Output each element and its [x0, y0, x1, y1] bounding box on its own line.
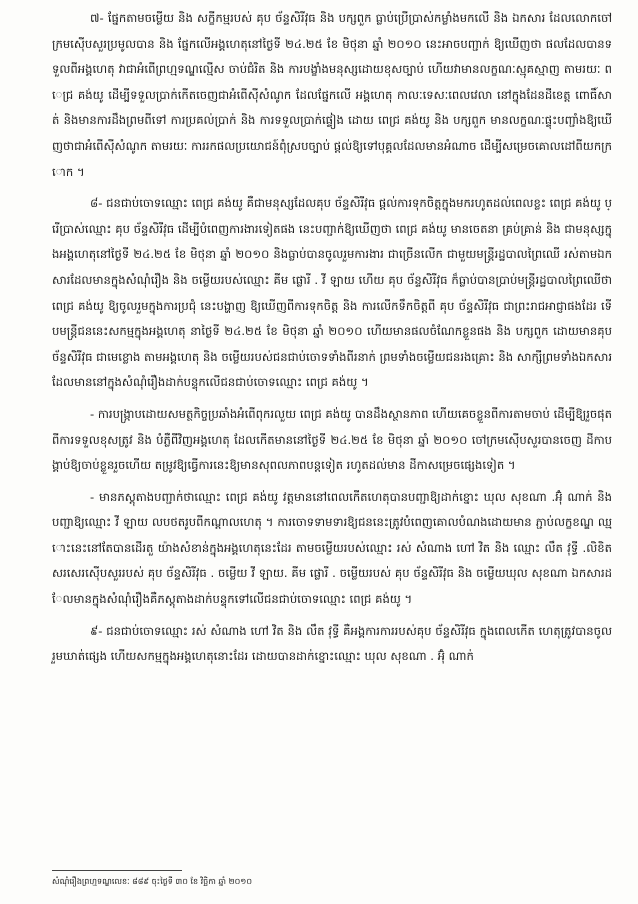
paragraph-8: ៨- ជនជាប់ចោទឈ្មោះ ពេជ្រ គង់យូ គឺជាមនុស្សដែលគុប ច័ន្ទសិរីវុធ ផ្តល់ការទុកចិត្តក្នុងមករហូតដល់ពេលខ្លះ ពេជ្រ គង់យូ ប្រើប្រាស់ឈ្មោះ គុប ច័ន្ទសិរីវុធ ដើម្បីបំពេញការងារទៀតផង នេះបញ្ជាក់ឱ្យឃើញថា ពេជ្រ គង់យូ មានចេតនា គ្រប់គ្រាន់ និង ជាមនុស្សក្នុងអង្គហេតុនៅថ្ងៃទី ២៤.២៥ ខែ មិថុនា ឆ្នាំ ២០១០ និងធ្លាប់បានចូលរួមការងារ ជាច្រើនលើក ជាមួយមន្ត្រីរដ្ឋបាលព្រៃឈើ រស់តាមឯកសារដែលមានក្នុងសំណុំរឿង និង ចម្លើយរបស់ឈ្មោះ គីម ផ្លោរី . វី ឡាយ ហើយ គុប ច័ន្ទសិរីវុធ ក៏ធ្លាប់បានប្រាប់មន្ត្រីរដ្ឋបាលព្រៃឈើថា ពេជ្រ គង់យូ ឱ្យចូលរួមក្នុងការប្រជុំ នេះបង្ហាញ ឱ្យឃើញពីការទុកចិត្ត និង ការលើកទឹកចិត្តពី គុប ច័ន្ទសិរីវុធ ជាព្រះរាជអាជ្ញាផងដែរ ទើបមន្ត្រីជននេះសកម្មក្នុងអង្គហេតុ នាថ្ងៃទី ២៤.២៥ ខែ មិថុនា ឆ្នាំ ២០១០ ហើយមានផលចំណែកខ្លួនផង និង បក្សពួក ដោយមានគុប ច័ន្ទសិរីវុធ ជាមេខ្លោង តាមអង្គហេតុ និង ចម្លើយរបស់ជនជាប់ចោទទាំងពីរនាក់ ព្រមទាំងចម្លើយជនរងគ្រោះ និង សាក្សីព្រមទាំងឯកសារ ដែលមាននៅក្នុងសំណុំរឿងដាក់បន្ទុកលើជនជាប់ចោទឈ្មោះ ពេជ្រ គង់យូ ។: [52, 196, 612, 390]
paragraph-7: ៧- ផ្នែកតាមចម្លើយ និង សក្ខីកម្មរបស់ គុប ច័ន្ទសិរីវុធ និង បក្សពួក ធ្លាប់ប្រើប្រាស់កម្លាំងមកលើ និង ឯកសារ ដែលលោកចៅក្រមស៊ើបសួរប្រមូលបាន និង ផ្នែកលើអង្គហេតុនៅថ្ងៃទី ២៤.២៥ ខែ មិថុនា ឆ្នាំ ២០១០ នេះអាចបញ្ជាក់ ឱ្យឃើញថា ផលដែលបានទទួលពីអង្គហេតុ វាជាអំពើព្រហ្មទណ្ឌល្មើស ចាប់ជំរិត និង ការបង្ខាំងមនុស្សដោយខុសច្បាប់ ហើយវាមានលក្ខណៈស្មុគស្មាញ តាមរយៈ ពេជ្រ គង់យូ ដើម្បីទទួលប្រាក់កើតចេញជាអំពើស៊ីសំណូក ដែលផ្នែកលើ អង្គហេតុ កាលៈទេសៈពេលវេលា នៅក្នុងដែនដីខេត្ត ពោធិ៍សាត់ និងមានការដឹងព្រមពីទៅ ការប្រគល់ប្រាក់ និង ការទទួលប្រាក់ផ្ទៀង ដោយ ពេជ្រ គង់យូ និង បក្សពួក មានលក្ខណៈផ្ទុះបញ្ជាំងឱ្យឃើញថាជាអំពើស៊ីសំណូក តាមរយៈ ការរកផលប្រយោជន៍ពុំស្របច្បាប់ ផ្តល់ឱ្យទៅបុគ្គលដែលមានអំណាច ដើម្បីសម្រេចគោលដៅពីយកក្រោក ។: [52, 11, 612, 179]
paragraph-8-escape: - ការបង្រ្កាបដោយសមត្ថកិច្ចប្រឆាំងអំពើពុករលួយ ពេជ្រ គង់យូ បានដឹងស្ថានភាព ហើយគេចខ្លួនពីការតាមចាប់ ដើម្បីឱ្យរួចផុតពីការទទួលខុសត្រូវ និង បំភ្លឺពីវិញអង្គហេតុ ដែលកើតមាននៅថ្ងៃទី ២៤.២៥ ខែ មិថុនា ឆ្នាំ ២០១០ ចៅក្រមស៊ើបសួរបានចេញ ដីកាបង្គាប់ឱ្យចាប់ខ្លួនរួចហើយ តម្រូវឱ្យធ្វើការនេះឱ្យមានសុពលភាពបន្តទៀត រហូតដល់មាន ដីកាសម្រេចផ្សេងទៀត ។: [52, 406, 612, 473]
document-body: [52, 6, 612, 676]
footer-divider: [52, 870, 182, 871]
footnote: សំណុំរឿងព្រហ្មទណ្ឌលេខៈ ៨៨៩ ចុះថ្ងៃទី ៣០ ខែ វិច្ឆិកា ឆ្នាំ ២០១០: [52, 877, 253, 886]
paragraph-9: ៩- ជនជាប់ចោទឈ្មោះ រស់ សំណាង ហៅ វិត និង លឹត វុទ្ធី គឺអង្គការការរបស់គុប ច័ន្ទសិរីវុធ ក្នុងពេលកើត ហេតុត្រូវបានចូលរួមឃាត់ផ្សេង ហើយសកម្មក្នុងអង្គហេតុនោះដែរ ដោយបានដាក់ខ្នោះឈ្មោះ ឃុល សុខណា . អ៊ុំ ណាក់: [52, 623, 612, 664]
paragraph-8-evidence: - មានភស្តុតាងបញ្ជាក់ថាឈ្មោះ ពេជ្រ គង់យូ វត្តមាននៅពេលកើតហេតុបានបញ្ជាឱ្យដាក់ខ្នោះ ឃុល សុខណា .អ៊ុំ ណាក់ និង បញ្ជាឱ្យឈ្មោះ វី ឡាយ លបថតរូបពីកណ្តាលហេតុ ។ ការចោទទាមទារឱ្យជននេះត្រូវបំពេញគោលបំណងដោយមាន ភ្ជាប់លក្ខខណ្ឌ ឈ្មោះនេះនៅតែបានដើរតួ យ៉ាងសំខាន់ក្នុងអង្គហេតុនេះដែរ តាមចម្លើយរបស់ឈ្មោះ រស់ សំណាង ហៅ វិត និង ឈ្មោះ លឹត វុទ្ធី .លិខិតសរសេរស៊ើបសួររបស់ គុប ច័ន្ទសិរីវុធ . ចម្លើយ វី ឡាយ. គីម ផ្លោរី . ចម្លើយរបស់ គុប ច័ន្ទសិរីវុធ និង ចម្លើយឃុល សុខណា ឯកសារដែលមានក្នុងសំណុំរឿងគឺភស្តុតាងដាក់បន្ទុកទៅលើជនជាប់ចោទឈ្មោះ ពេជ្រ គង់យូ ។: [52, 489, 612, 607]
